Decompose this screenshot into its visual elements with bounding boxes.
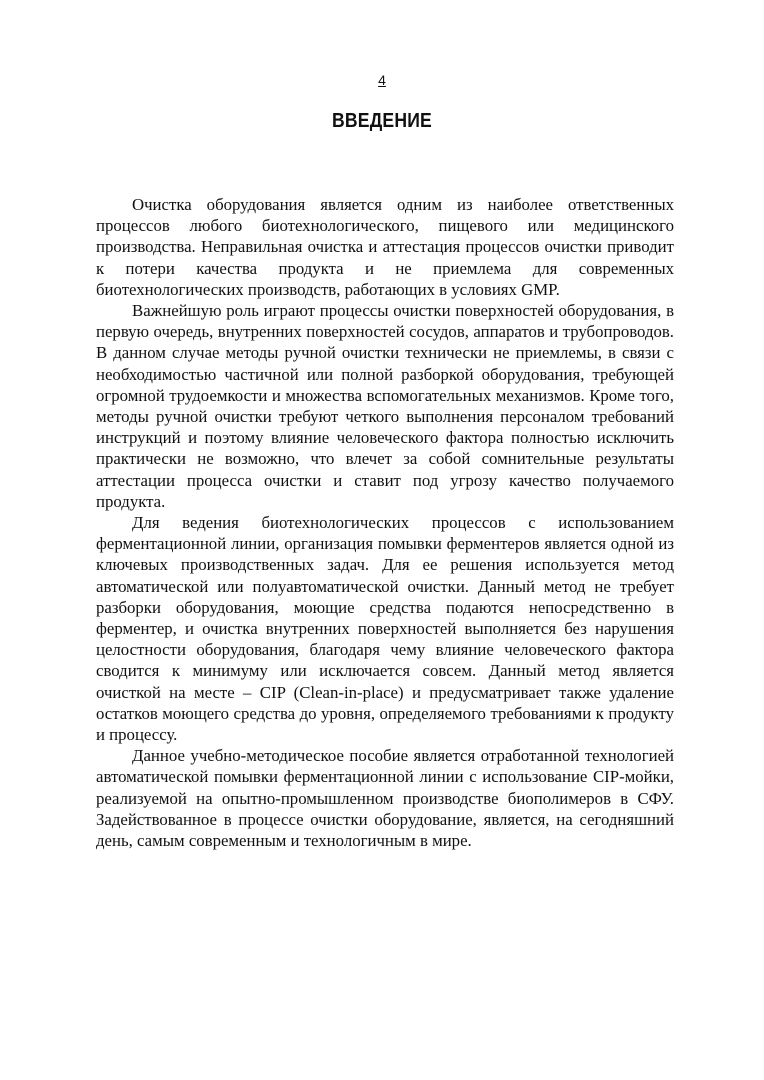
- page-number: 4: [378, 72, 386, 88]
- paragraph-2: Важнейшую роль играют процессы очистки поверхностей оборудования, в первую очередь, внутренних поверхностей сосудов, аппаратов и трубопроводов. В данном случае методы ручной очистки технически не приемлемы, в связи с необходимостью частичной или полной разборкой оборудования, требующей огромной трудоемкости и множества вспомогательных механизмов. Кроме того, методы ручной очистки требуют четкого выполнения персоналом требований инструкций и поэтому влияние человеческого фактора полностью исключить практически не возможно, что влечет за собой сомнительные результаты аттестации процесса очистки и ставит под угрозу качество получаемого продукта.: [96, 301, 674, 511]
- section-title: ВВЕДЕНИЕ: [332, 110, 432, 132]
- paragraph-4: Данное учебно-методическое пособие является отработанной технологией автоматической помывки ферментационной линии с использование CIP-мойки, реализуемой на опытно-промышленном производстве биополимеров в СФУ. Задействованное в процессе очистки оборудование, является, на сегодняшний день, самым современным и технологичным в мире.: [96, 746, 674, 851]
- paragraph-3: Для ведения биотехнологических процессов с использованием ферментационной линии, организация помывки ферментеров является одной из ключевых производственных задач. Для ее решения используется метод автоматической или полуавтоматической очистки. Данный метод не требует разборки оборудования, моющие средства подаются непосредственно в ферментер, и очистка внутренних поверхностей выполняется без нарушения целостности оборудования, благодаря чему влияние человеческого фактора сводится к минимуму или исключается совсем. Данный метод является очисткой на месте – CIP (Clean-in-place) и предусматривает также удаление остатков моющего средства до уровня, определяемого требованиями к продукту и процессу.: [96, 513, 674, 745]
- paragraph-1: Очистка оборудования является одним из наиболее ответственных процессов любого биотехнологического, пищевого или медицинского производства. Неправильная очистка и аттестация процессов очистки приводит к потери качества продукта и не приемлема для современных биотехнологических производств, работающих в условиях GMP.: [96, 195, 674, 299]
- body-text: [96, 194, 674, 851]
